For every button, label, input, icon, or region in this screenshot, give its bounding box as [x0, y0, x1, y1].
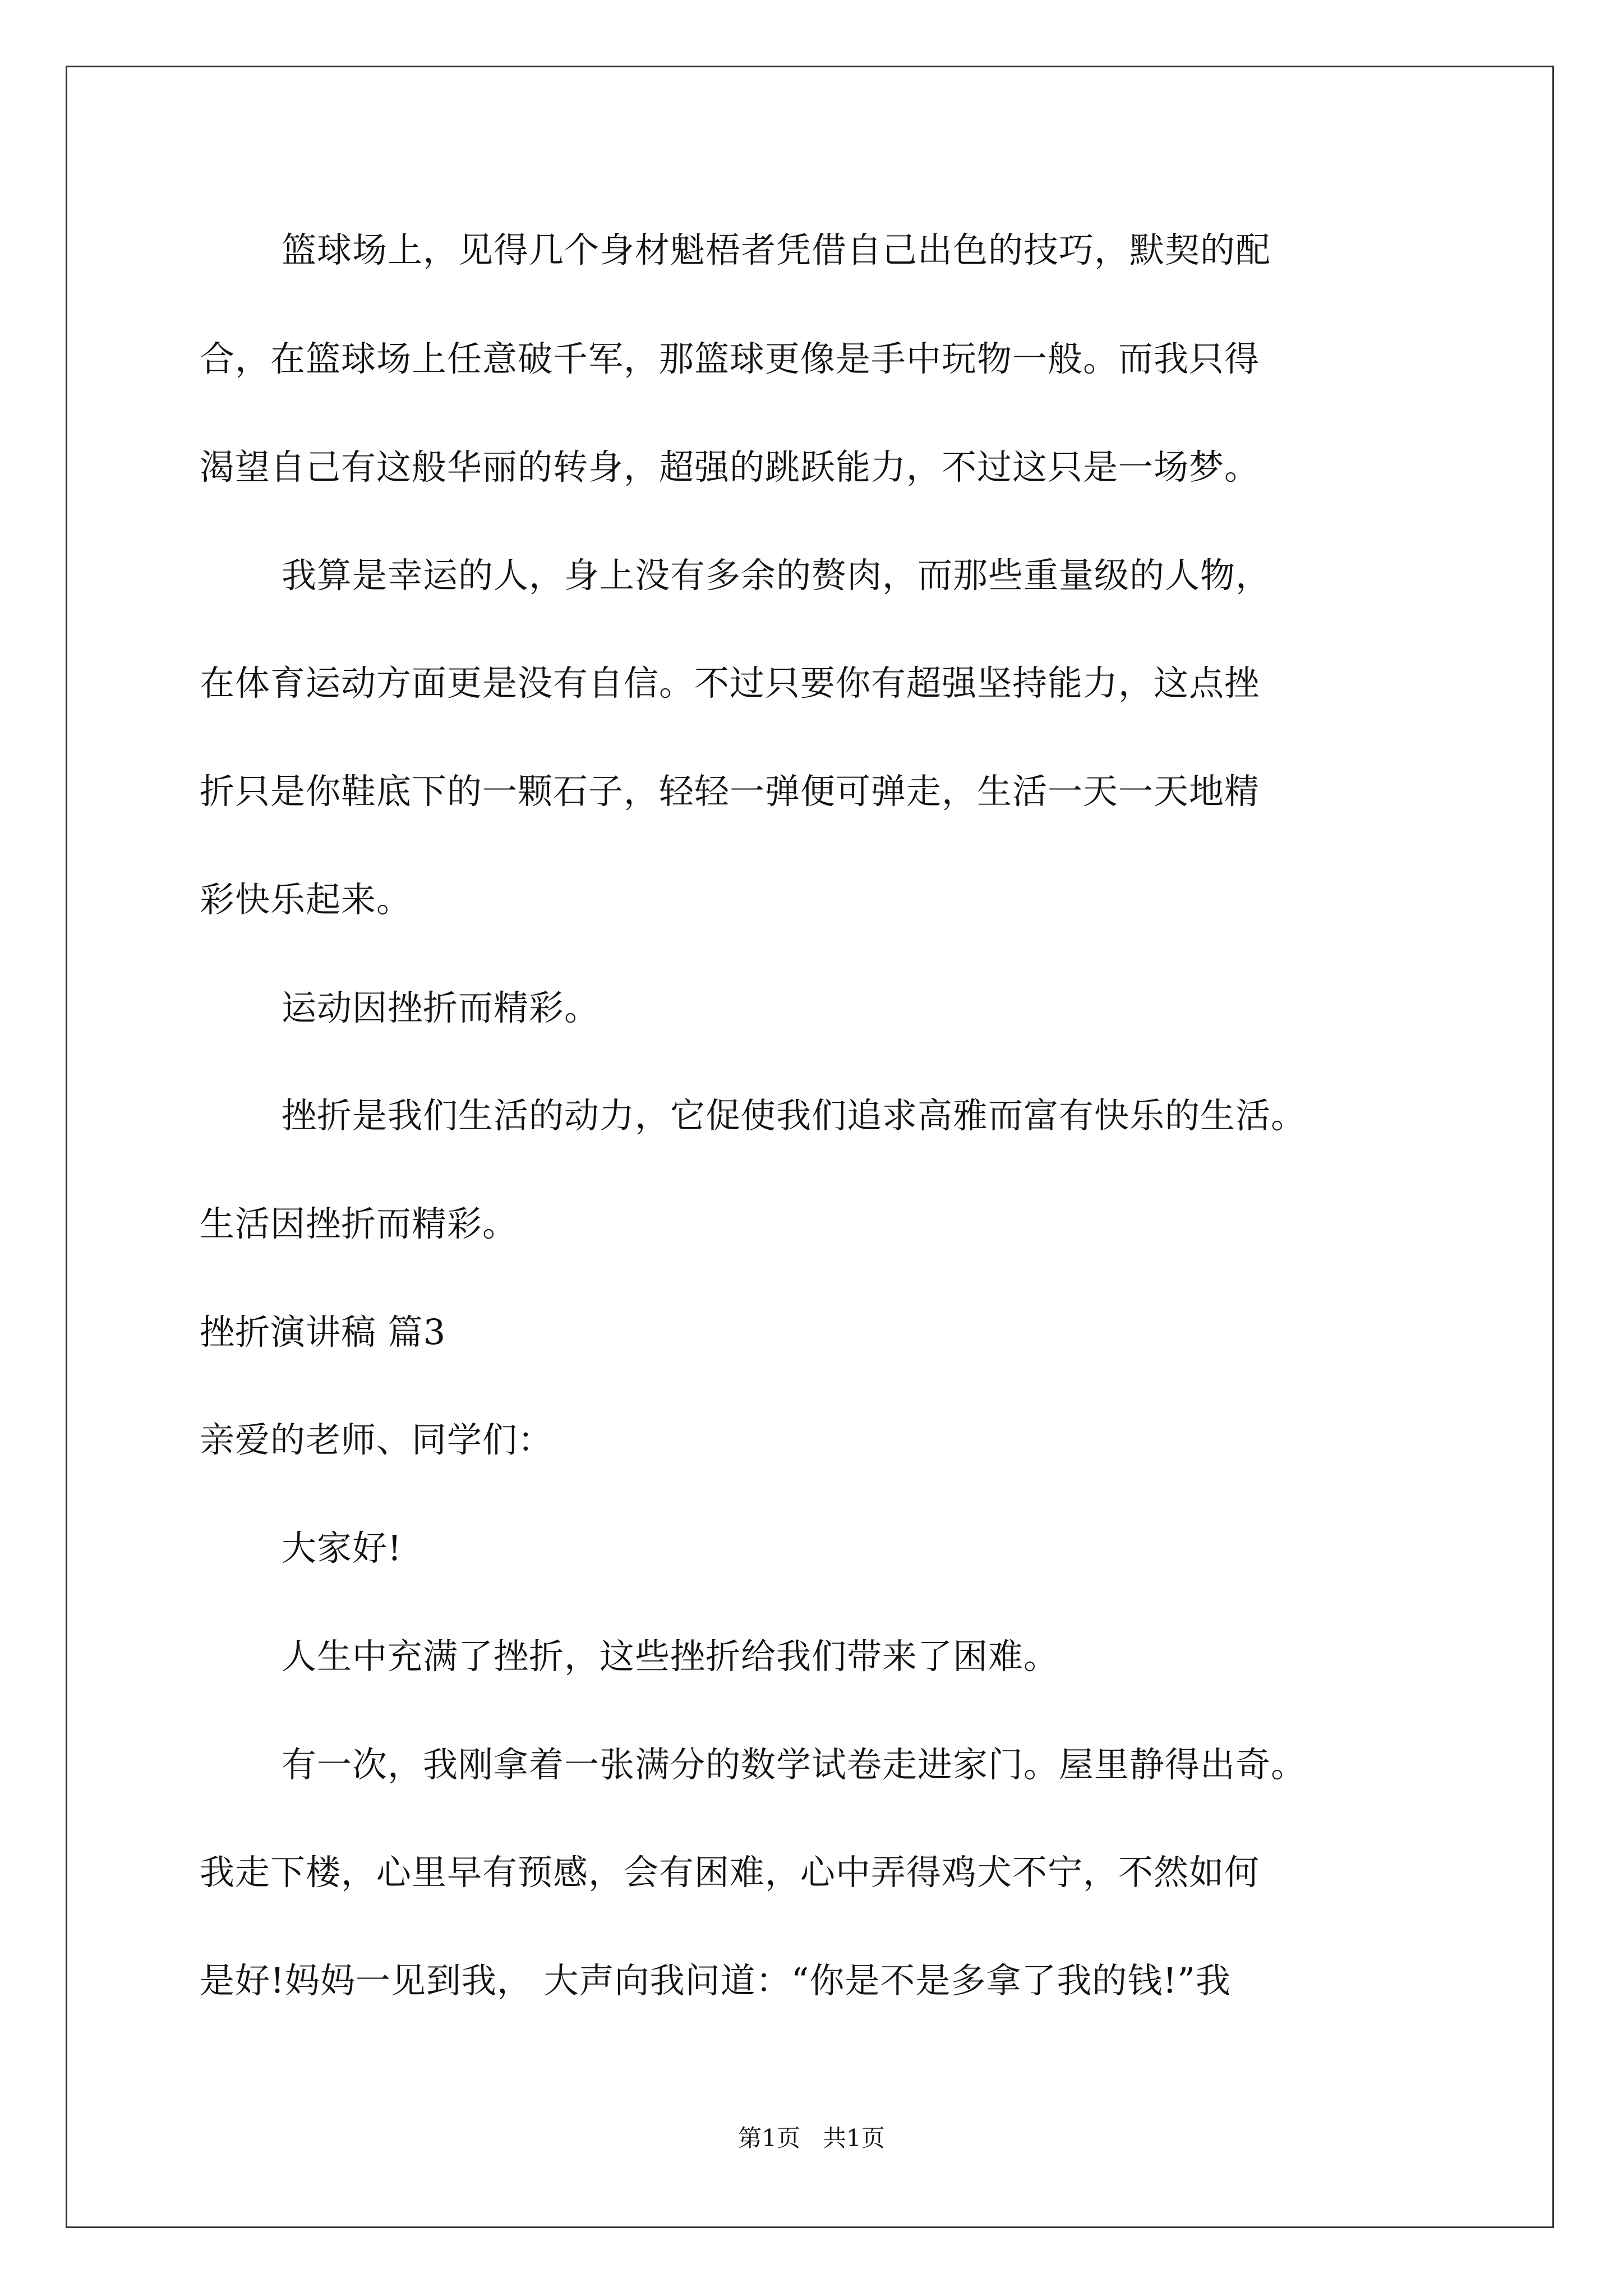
paragraph-line: 生活因挫折而精彩。 — [200, 1203, 518, 1244]
page-footer: 第1页 共1页 — [738, 2124, 885, 2152]
paragraph-line: 我走下楼，心里早有预感，会有困难，心中弄得鸡犬不宁，不然如何 — [200, 1852, 1260, 1893]
paragraph-line: 合，在篮球场上任意破千军，那篮球更像是手中玩物一般。而我只得 — [200, 338, 1260, 379]
paragraph-line: 我算是幸运的人，身上没有多余的赘肉，而那些重量级的人物， — [282, 555, 1271, 596]
paragraph-line: 有一次，我刚拿着一张满分的数学试卷走进家门。屋里静得出奇。 — [282, 1744, 1307, 1785]
paragraph-line: 挫折是我们生活的动力，它促使我们追求高雅而富有快乐的生活。 — [282, 1095, 1307, 1136]
section-heading: 挫折演讲稿 篇3 — [200, 1312, 446, 1352]
page-border — [66, 66, 1554, 2228]
greeting: 大家好! — [282, 1527, 402, 1568]
paragraph-line: 运动因挫折而精彩。 — [282, 987, 600, 1028]
paragraph-line: 渴望自己有这般华丽的转身，超强的跳跃能力，不过这只是一场梦。 — [200, 447, 1260, 487]
paragraph-line: 彩快乐起来。 — [200, 879, 412, 920]
paragraph-line: 是好!妈妈一见到我， 大声向我问道：“你是不是多拿了我的钱!”我 — [200, 1960, 1231, 2001]
paragraph-line: 在体育运动方面更是没有自信。不过只要你有超强坚持能力，这点挫 — [200, 662, 1260, 703]
paragraph-line: 篮球场上，见得几个身材魁梧者凭借自己出色的技巧，默契的配 — [282, 229, 1271, 270]
paragraph-line: 折只是你鞋底下的一颗石子，轻轻一弹便可弹走，生活一天一天地精 — [200, 771, 1260, 812]
paragraph-line: 人生中充满了挫折，这些挫折给我们带来了困难。 — [282, 1636, 1059, 1677]
salutation: 亲爱的老师、同学们： — [200, 1419, 554, 1460]
